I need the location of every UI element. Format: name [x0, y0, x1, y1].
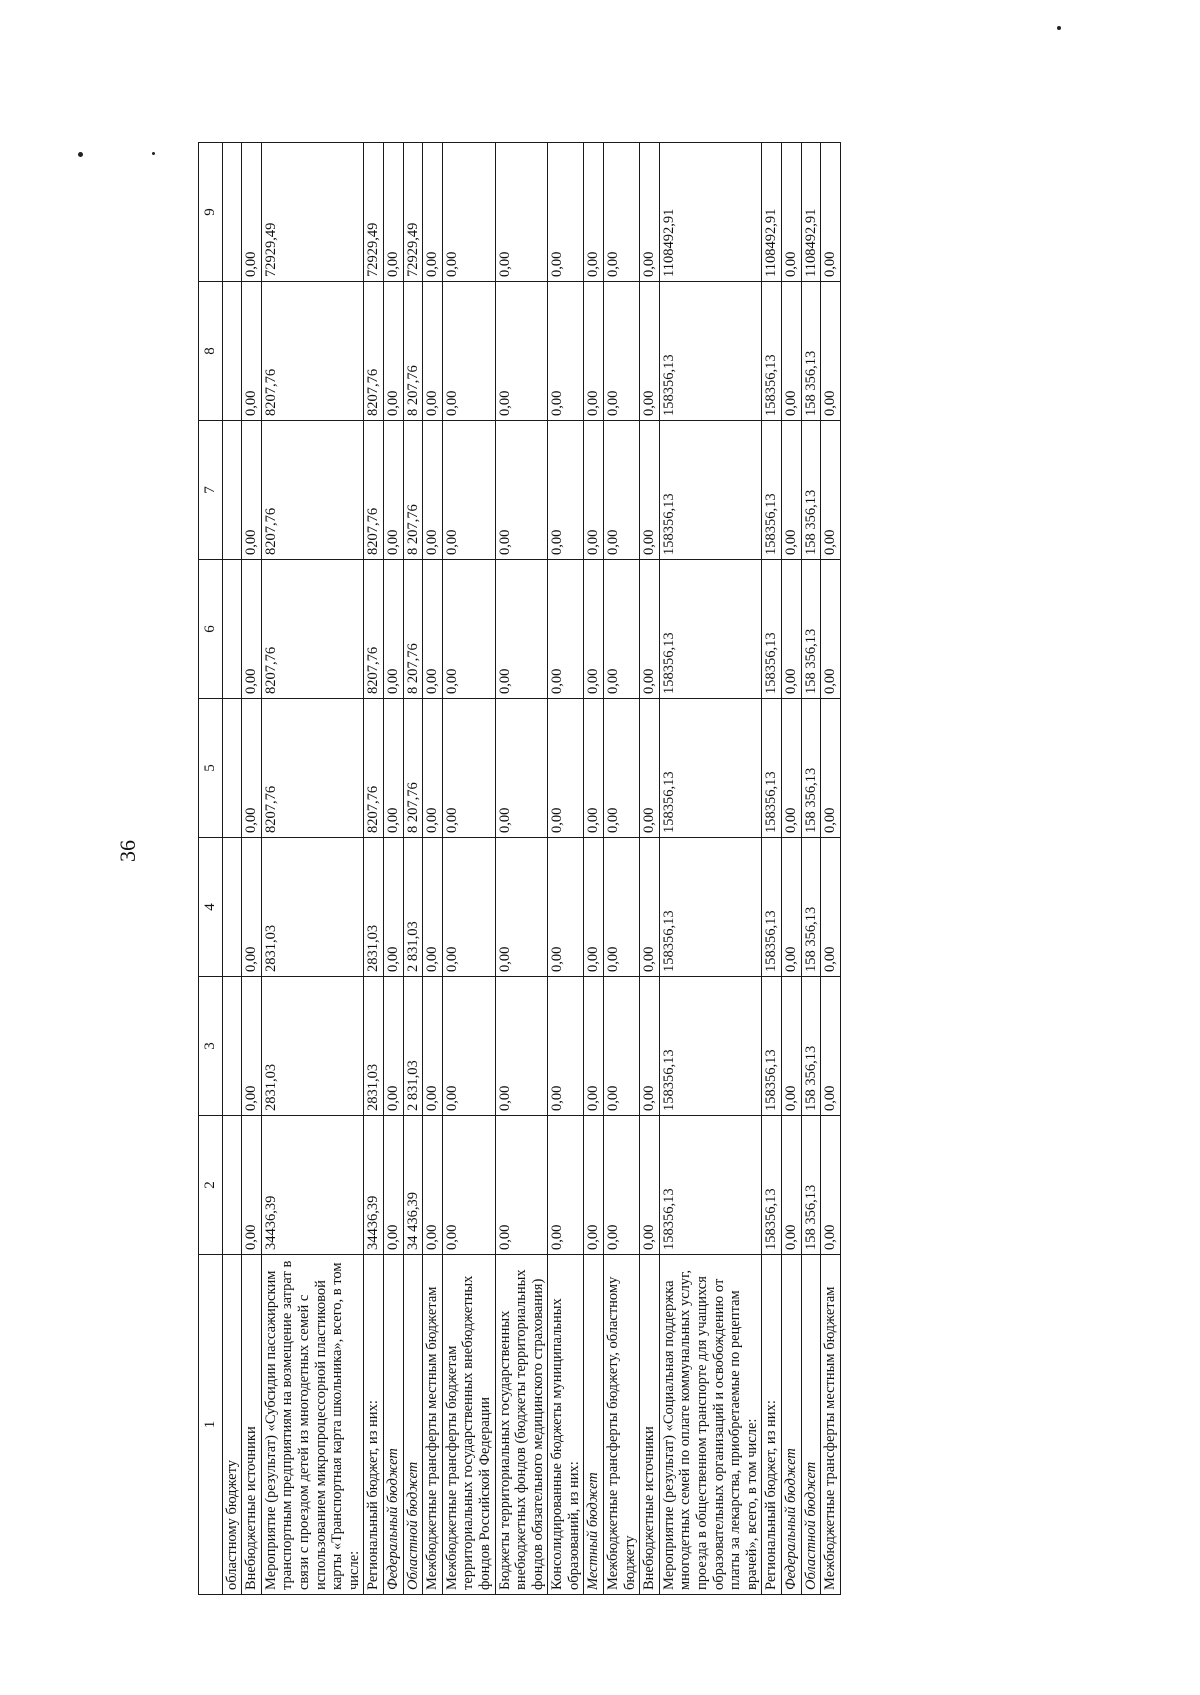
value-cell: 158356,13	[659, 282, 762, 421]
value-cell: 0,00	[442, 977, 495, 1116]
value-cell: 8 207,76	[403, 421, 423, 560]
value-cell: 158356,13	[762, 1116, 782, 1255]
value-cell: 0,00	[242, 143, 262, 282]
value-cell: 0,00	[782, 1116, 802, 1255]
value-cell: 0,00	[584, 421, 604, 560]
value-cell: 0,00	[423, 282, 443, 421]
value-cell: 2 831,03	[403, 838, 423, 977]
value-cell: 0,00	[423, 143, 443, 282]
scan-speck	[78, 152, 83, 157]
value-cell: 158 356,13	[801, 560, 821, 699]
value-cell	[222, 282, 242, 421]
value-cell: 0,00	[584, 838, 604, 977]
value-cell: 0,00	[383, 699, 403, 838]
row-label: Бюджеты территориальных государственных внебюджетных фондов (бюджеты территориальных фондов обязательного медицинского страхования)	[495, 1255, 548, 1595]
value-cell: 158 356,13	[801, 977, 821, 1116]
value-cell: 0,00	[383, 977, 403, 1116]
value-cell: 0,00	[242, 1116, 262, 1255]
value-cell: 0,00	[782, 560, 802, 699]
value-cell: 0,00	[495, 1116, 548, 1255]
value-cell: 0,00	[242, 977, 262, 1116]
value-cell: 158356,13	[659, 1116, 762, 1255]
column-header: 3	[199, 977, 223, 1116]
value-cell: 0,00	[821, 699, 841, 838]
value-cell: 8 207,76	[403, 560, 423, 699]
value-cell: 0,00	[821, 421, 841, 560]
value-cell: 0,00	[640, 282, 660, 421]
value-cell: 0,00	[782, 282, 802, 421]
value-cell: 0,00	[548, 1116, 584, 1255]
row-label: областному бюджету	[222, 1255, 242, 1595]
column-header: 1	[199, 1255, 223, 1595]
value-cell	[222, 143, 242, 282]
value-cell: 0,00	[640, 421, 660, 560]
table-row	[821, 143, 841, 1595]
value-cell: 0,00	[821, 560, 841, 699]
value-cell: 158356,13	[762, 560, 782, 699]
value-cell: 0,00	[495, 838, 548, 977]
value-cell: 0,00	[495, 699, 548, 838]
value-cell: 0,00	[423, 838, 443, 977]
row-label: Мероприятие (результат) «Субсидии пассажирским транспортным предприятиям на возмещение затрат в связи с проездом детей из многодетных семей с использованием микропроцессорной пластиковой карты «Транспортная карта школьника», всего, в том числе:	[261, 1255, 364, 1595]
value-cell: 0,00	[782, 699, 802, 838]
value-cell: 158 356,13	[801, 838, 821, 977]
value-cell: 8 207,76	[403, 282, 423, 421]
table-row	[548, 143, 584, 1595]
row-label: Внебюджетные источники	[640, 1255, 660, 1595]
value-cell: 0,00	[442, 421, 495, 560]
row-label: Внебюджетные источники	[242, 1255, 262, 1595]
value-cell	[222, 977, 242, 1116]
value-cell: 0,00	[442, 560, 495, 699]
value-cell: 0,00	[604, 421, 640, 560]
value-cell: 0,00	[242, 560, 262, 699]
value-cell: 0,00	[442, 699, 495, 838]
value-cell: 0,00	[383, 282, 403, 421]
value-cell: 0,00	[782, 838, 802, 977]
value-cell: 0,00	[584, 977, 604, 1116]
row-label: Межбюджетные трансферты местным бюджетам	[423, 1255, 443, 1595]
value-cell: 0,00	[242, 421, 262, 560]
value-cell: 158356,13	[659, 421, 762, 560]
row-label: Федеральный бюджет	[383, 1255, 403, 1595]
value-cell: 0,00	[548, 282, 584, 421]
value-cell: 72929,49	[364, 143, 384, 282]
value-cell: 0,00	[495, 977, 548, 1116]
table-row	[659, 143, 762, 1595]
value-cell: 0,00	[383, 1116, 403, 1255]
table-row	[584, 143, 604, 1595]
value-cell: 0,00	[548, 560, 584, 699]
value-cell: 0,00	[423, 421, 443, 560]
table-row	[762, 143, 782, 1595]
value-cell: 8207,76	[261, 699, 364, 838]
value-cell: 158356,13	[762, 421, 782, 560]
value-cell: 0,00	[584, 560, 604, 699]
table-row	[782, 143, 802, 1595]
row-label: Региональный бюджет, из них:	[364, 1255, 384, 1595]
scan-speck	[1057, 26, 1061, 30]
rotated-table-container	[198, 143, 1018, 1595]
value-cell	[222, 421, 242, 560]
value-cell: 0,00	[442, 1116, 495, 1255]
value-cell: 0,00	[604, 143, 640, 282]
value-cell: 0,00	[584, 1116, 604, 1255]
value-cell: 0,00	[782, 143, 802, 282]
value-cell: 0,00	[242, 699, 262, 838]
value-cell: 2831,03	[261, 838, 364, 977]
value-cell: 0,00	[442, 838, 495, 977]
value-cell: 0,00	[442, 143, 495, 282]
value-cell: 0,00	[640, 143, 660, 282]
value-cell	[222, 560, 242, 699]
value-cell: 34 436,39	[403, 1116, 423, 1255]
value-cell: 0,00	[242, 282, 262, 421]
row-label: Региональный бюджет, из них:	[762, 1255, 782, 1595]
table-row	[423, 143, 443, 1595]
value-cell: 8207,76	[261, 282, 364, 421]
table-row	[261, 143, 364, 1595]
value-cell: 8207,76	[364, 560, 384, 699]
value-cell: 158 356,13	[801, 1116, 821, 1255]
value-cell: 0,00	[821, 838, 841, 977]
value-cell: 0,00	[423, 699, 443, 838]
row-label: Межбюджетные трансферты местным бюджетам	[821, 1255, 841, 1595]
table-row	[242, 143, 262, 1595]
table-row	[604, 143, 640, 1595]
value-cell: 0,00	[604, 699, 640, 838]
value-cell: 0,00	[383, 560, 403, 699]
value-cell: 158356,13	[659, 699, 762, 838]
value-cell: 0,00	[383, 421, 403, 560]
budget-table	[198, 142, 841, 1595]
value-cell: 0,00	[423, 560, 443, 699]
value-cell: 0,00	[821, 143, 841, 282]
value-cell: 2831,03	[261, 977, 364, 1116]
column-header: 4	[199, 838, 223, 977]
value-cell: 158356,13	[762, 838, 782, 977]
value-cell: 0,00	[495, 560, 548, 699]
value-cell: 0,00	[383, 838, 403, 977]
value-cell: 0,00	[782, 421, 802, 560]
value-cell: 2831,03	[364, 838, 384, 977]
row-label: Местный бюджет	[584, 1255, 604, 1595]
value-cell: 158356,13	[762, 699, 782, 838]
column-header: 6	[199, 560, 223, 699]
value-cell	[222, 1116, 242, 1255]
value-cell: 2831,03	[364, 977, 384, 1116]
value-cell: 8 207,76	[403, 699, 423, 838]
value-cell: 72929,49	[403, 143, 423, 282]
value-cell: 0,00	[821, 1116, 841, 1255]
table-row	[640, 143, 660, 1595]
value-cell: 0,00	[548, 143, 584, 282]
column-header: 5	[199, 699, 223, 838]
header-row	[199, 143, 223, 1595]
value-cell: 1108492,91	[801, 143, 821, 282]
value-cell: 0,00	[604, 282, 640, 421]
value-cell	[222, 699, 242, 838]
table-row	[364, 143, 384, 1595]
value-cell: 0,00	[640, 977, 660, 1116]
value-cell: 0,00	[383, 143, 403, 282]
value-cell: 0,00	[640, 1116, 660, 1255]
column-header: 7	[199, 421, 223, 560]
table-row	[383, 143, 403, 1595]
value-cell: 0,00	[548, 699, 584, 838]
value-cell: 8207,76	[364, 282, 384, 421]
value-cell: 0,00	[640, 560, 660, 699]
value-cell: 0,00	[423, 1116, 443, 1255]
value-cell: 0,00	[604, 838, 640, 977]
column-header: 2	[199, 1116, 223, 1255]
value-cell: 0,00	[548, 421, 584, 560]
value-cell: 0,00	[604, 977, 640, 1116]
value-cell: 8207,76	[261, 421, 364, 560]
value-cell: 8207,76	[261, 560, 364, 699]
row-label: Межбюджетные трансферты бюджету, областному бюджету	[604, 1255, 640, 1595]
value-cell: 0,00	[242, 838, 262, 977]
value-cell: 0,00	[495, 143, 548, 282]
value-cell: 0,00	[584, 143, 604, 282]
value-cell: 0,00	[495, 282, 548, 421]
value-cell: 0,00	[548, 838, 584, 977]
row-label: Мероприятие (результат) «Социальная поддержка многодетных семей по оплате коммунальных услуг, проезда в общественном транспорте для учащихся образовательных организаций и освобождению от платы за лекарства, приобретаемые по рецептам врачей», всего, в том числе:	[659, 1255, 762, 1595]
value-cell: 0,00	[548, 977, 584, 1116]
value-cell: 0,00	[821, 282, 841, 421]
value-cell: 34436,39	[364, 1116, 384, 1255]
value-cell	[222, 838, 242, 977]
row-label: Областной бюджет	[403, 1255, 423, 1595]
row-label: Межбюджетные трансферты бюджетам территориальных государственных внебюджетных фондов Российской Федерации	[442, 1255, 495, 1595]
row-label: Областной бюджет	[801, 1255, 821, 1595]
value-cell: 8207,76	[364, 421, 384, 560]
value-cell: 158 356,13	[801, 699, 821, 838]
value-cell: 0,00	[604, 560, 640, 699]
row-label: Консолидированные бюджеты муниципальных образований, из них:	[548, 1255, 584, 1595]
value-cell: 158356,13	[659, 560, 762, 699]
value-cell: 158356,13	[659, 977, 762, 1116]
value-cell: 0,00	[604, 1116, 640, 1255]
table-row	[495, 143, 548, 1595]
table-body	[222, 143, 840, 1595]
value-cell: 0,00	[495, 421, 548, 560]
value-cell: 1108492,91	[762, 143, 782, 282]
table-row	[442, 143, 495, 1595]
value-cell: 0,00	[640, 838, 660, 977]
value-cell: 0,00	[782, 977, 802, 1116]
value-cell: 158 356,13	[801, 282, 821, 421]
table-row	[801, 143, 821, 1595]
value-cell: 0,00	[821, 977, 841, 1116]
value-cell: 0,00	[442, 282, 495, 421]
page-number: 36	[115, 840, 140, 862]
value-cell: 0,00	[584, 282, 604, 421]
value-cell: 34436,39	[261, 1116, 364, 1255]
value-cell: 158356,13	[762, 282, 782, 421]
scan-speck	[152, 152, 155, 155]
table-row	[222, 143, 242, 1595]
value-cell: 8207,76	[364, 699, 384, 838]
value-cell: 158356,13	[762, 977, 782, 1116]
value-cell: 2 831,03	[403, 977, 423, 1116]
value-cell: 72929,49	[261, 143, 364, 282]
table-row	[403, 143, 423, 1595]
row-label: Федеральный бюджет	[782, 1255, 802, 1595]
value-cell: 158 356,13	[801, 421, 821, 560]
value-cell: 0,00	[640, 699, 660, 838]
column-header: 8	[199, 282, 223, 421]
value-cell: 1108492,91	[659, 143, 762, 282]
value-cell: 0,00	[423, 977, 443, 1116]
value-cell: 0,00	[584, 699, 604, 838]
column-header: 9	[199, 143, 223, 282]
value-cell: 158356,13	[659, 838, 762, 977]
